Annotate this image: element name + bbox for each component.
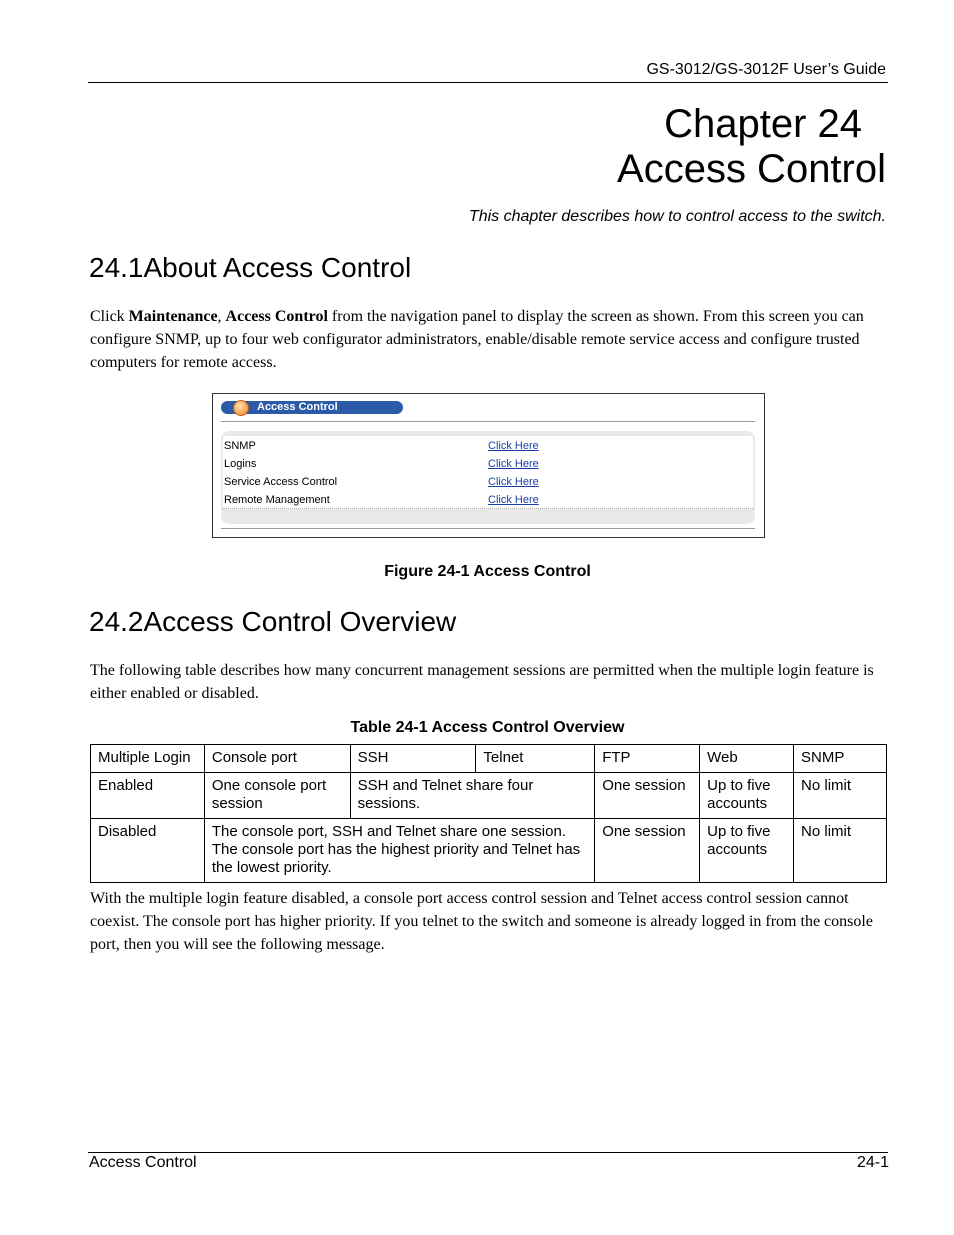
para-text: from the navigation panel to display the screen as shown. From this screen you can configure SNMP, up to four web configurator administrators, enable/disable remote service access and configure trusted computers for remote access. [90, 308, 864, 371]
menu-label: Logins [224, 458, 257, 470]
table-header-row [91, 745, 887, 773]
table-cell: Up to five accounts [700, 819, 794, 883]
header-cell: FTP [595, 745, 700, 773]
menu-label: Service Access Control [224, 476, 338, 488]
logins-click-here-link[interactable]: Click Here [488, 458, 539, 470]
section-heading-overview [89, 606, 456, 638]
screen-title-bar [221, 401, 403, 414]
table-cell: Disabled [91, 819, 205, 883]
table-cell: One session [595, 773, 700, 819]
table-caption: Table 24-1 Access Control Overview [350, 719, 625, 736]
section-about-paragraph [90, 305, 880, 374]
figure-caption: Figure 24-1 Access Control [384, 563, 591, 580]
header-rule [88, 82, 888, 83]
running-header: GS-3012/GS-3012F User’s Guide [646, 61, 886, 78]
chapter-title: Access Control [617, 147, 886, 191]
after-table-paragraph: With the multiple login feature disabled, a console port access control session and Telnet access control session cannot coexist. The console port has higher priority. If you telnet to the switch and someone is already logged in from the console port, then you will see the following message. [90, 890, 873, 953]
table-cell: Enabled [91, 773, 205, 819]
remote-management-click-here-link[interactable]: Click Here [488, 494, 539, 506]
menu-row-snmp [223, 436, 753, 455]
section-number: 24.2 [89, 606, 144, 637]
table-cell: Up to five accounts [700, 773, 794, 819]
menu-panel [221, 431, 755, 524]
footer-rule [88, 1152, 888, 1153]
access-control-screenshot [212, 393, 765, 538]
screen-bottom-divider [221, 528, 755, 529]
service-access-click-here-link[interactable]: Click Here [488, 476, 539, 488]
table-cell: One session [595, 819, 700, 883]
orange-orb-icon [233, 400, 249, 416]
section-number: 24.1 [89, 252, 144, 283]
access-control-overview-table [90, 744, 887, 883]
table-cell: No limit [794, 819, 887, 883]
section-heading-about [89, 252, 411, 284]
menu-row-remote-management [223, 490, 753, 509]
para-text: , [217, 308, 226, 325]
table-cell: One console port session [204, 773, 350, 819]
screen-title: Access Control [257, 401, 338, 413]
chapter-number: Chapter 24 [664, 102, 862, 146]
table-row-disabled [91, 819, 887, 883]
footer-page-number: 24-1 [856, 1154, 889, 1171]
bold-access-control: Access Control [225, 308, 328, 325]
para-text: Click [90, 308, 129, 325]
table-row-enabled [91, 773, 887, 819]
menu-row-logins [223, 454, 753, 473]
table-cell: The console port, SSH and Telnet share one session. The console port has the highest priority and Telnet has the lowest priority. [204, 819, 594, 883]
table-cell: SSH and Telnet share four sessions. [350, 773, 595, 819]
menu-label: SNMP [224, 440, 256, 452]
menu-row-service-access-control [223, 472, 753, 491]
header-cell: Web [700, 745, 794, 773]
header-cell: SSH [350, 745, 476, 773]
menu-label: Remote Management [224, 494, 330, 506]
bold-maintenance: Maintenance [128, 308, 218, 325]
footer-chapter-name: Access Control [89, 1154, 197, 1171]
header-cell: Telnet [476, 745, 595, 773]
snmp-click-here-link[interactable]: Click Here [488, 440, 539, 452]
section-overview-paragraph: The following table describes how many concurrent management sessions are permitted when the multiple login feature is either enabled or disabled. [90, 662, 874, 702]
section-title: Access Control Overview [143, 606, 457, 637]
screen-divider [221, 421, 755, 422]
header-cell: Console port [204, 745, 350, 773]
chapter-intro: This chapter describes how to control access to the switch. [468, 208, 886, 225]
section-title: About Access Control [143, 252, 412, 283]
header-cell: Multiple Login [91, 745, 205, 773]
header-cell: SNMP [794, 745, 887, 773]
table-cell: No limit [794, 773, 887, 819]
